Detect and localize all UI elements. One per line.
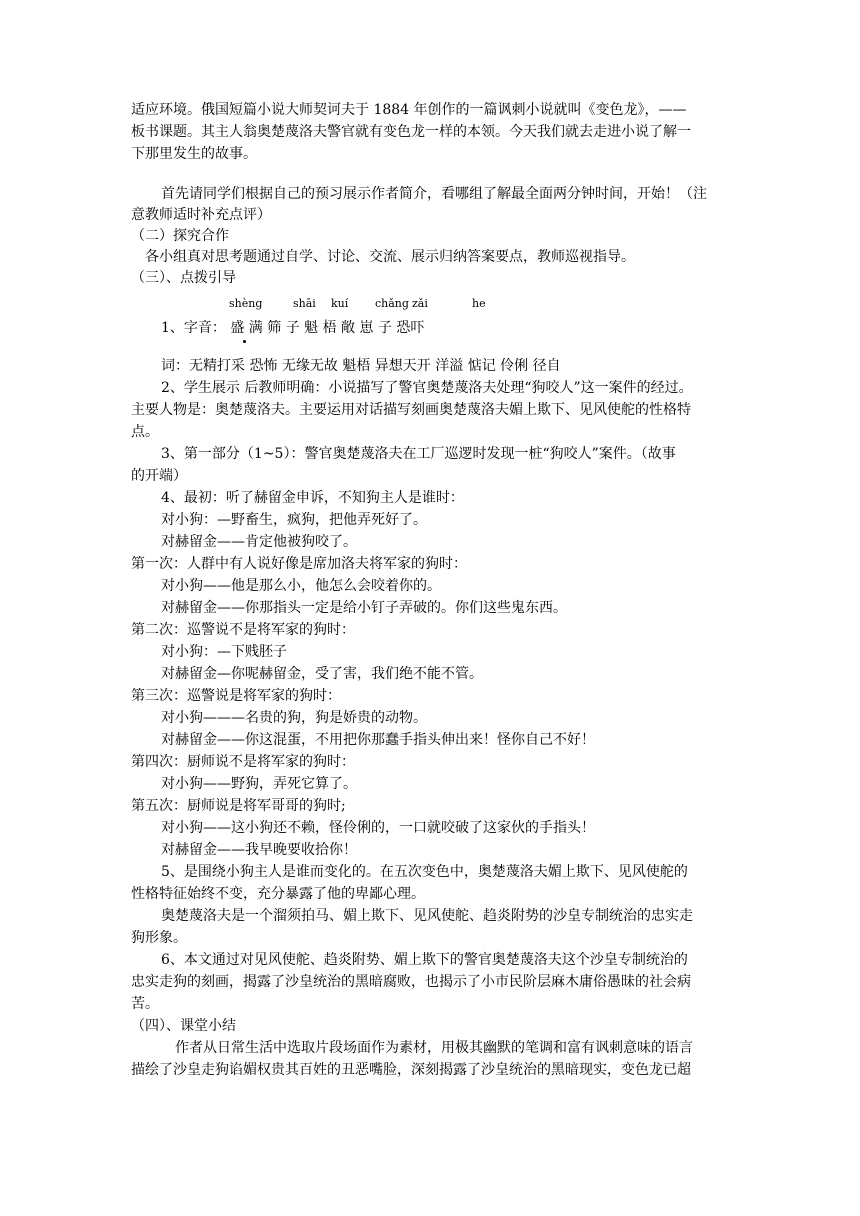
text-line: 对赫留金—你呢赫留金，受了害，我们绝不能不管。 (161, 666, 483, 682)
text-line: 奥楚蔑洛夫是一个溜须拍马、媚上欺下、见风使舵、趋炎附势的沙皇专制统治的忠实走 (161, 908, 693, 924)
pinyin-annotation: he (472, 297, 486, 310)
text-line: 性格特征始终不变，充分暴露了他的卑鄙心理。 (131, 886, 425, 902)
text-line: 的开端） (131, 468, 187, 484)
text-line: 点。 (131, 424, 159, 440)
text-line: 对赫留金——你那指头一定是给小钉子弄破的。你们这些鬼东西。 (161, 600, 567, 616)
text-line: 4、最初：听了赫留金申诉，不知狗主人是谁时： (161, 490, 464, 506)
pinyin-annotation: zǎi (412, 297, 428, 310)
pinyin-annotation: shèng (229, 297, 263, 310)
text-line: 第一次：人群中有人说好像是席加洛夫将军家的狗时： (131, 556, 467, 572)
text-line: 对赫留金——肯定他被狗咬了。 (161, 534, 357, 550)
text-line: 对小狗——他是那么小，他怎么会咬着你的。 (161, 578, 441, 594)
section-heading: （四）、课堂小结 (131, 1018, 236, 1034)
text-line: 词：无精打采 恐怖 无缘无故 魁梧 异想天开 洋溢 惦记 伶俐 径自 (161, 358, 561, 374)
text-line: 对赫留金——你这混蛋，不用把你那蠢手指头伸出来！怪你自己不好！ (161, 732, 595, 748)
text-line: 对赫留金——我早晚要收拾你！ (161, 842, 357, 858)
text-line: 对小狗：—下贱胚子 (161, 644, 287, 660)
pinyin-annotation: chǎng (375, 297, 409, 310)
text-line: 作者从日常生活中选取片段场面作为素材，用极其幽默的笔调和富有讽刺意味的语言 (175, 1040, 693, 1056)
text-line: 苦。 (131, 996, 159, 1012)
text-line: 3、第一部分（1~5）：警官奥楚蔑洛夫在工厂巡逻时发现一桩“狗咬人”案件。（故事 (161, 446, 676, 462)
zi-yin-line: 1、字音： 盛 满 筛 子 魁 梧 敞 崽 子 恐吓 (161, 320, 425, 336)
text-line: 5、是围绕小狗主人是谁而变化的。在五次变色中，奥楚蔑洛夫媚上欺下、见风使舵的 (161, 864, 688, 880)
text-line: 第三次：巡警说是将军家的狗时： (131, 688, 341, 704)
emphasis-dot (243, 340, 246, 343)
section-heading: （二）探究合作 (131, 228, 229, 244)
text-line: 意教师适时补充点评） (131, 207, 271, 223)
text-line: 描绘了沙皇走狗谄媚权贵其百姓的丑恶嘴脸，深刻揭露了沙皇统治的黑暗现实，变色龙已超 (131, 1062, 691, 1078)
text-line: 对小狗——野狗，弄死它算了。 (161, 776, 357, 792)
text-line: 对小狗———名贵的狗，狗是娇贵的动物。 (161, 710, 427, 726)
text-line: 主要人物是：奥楚蔑洛夫。主要运用对话描写刻画奥楚蔑洛夫媚上欺下、见风使舵的性格特 (131, 402, 691, 418)
text-line: 忠实走狗的刻画，揭露了沙皇统治的黑暗腐败，也揭示了小市民阶层麻木庸俗愚昧的社会病 (131, 974, 691, 990)
text-line: 对小狗：—野畜生，疯狗，把他弄死好了。 (161, 512, 427, 528)
text-line: 适应环境。俄国短篇小说大师契诃夫于 1884 年创作的一篇讽刺小说就叫《变色龙》，—— (131, 102, 687, 118)
text-line: 第二次：巡警说不是将军家的狗时： (131, 622, 355, 638)
text-line: 2、学生展示 后教师明确：小说描写了警官奥楚蔑洛夫处理“狗咬人”这一案件的经过。 (161, 380, 693, 396)
pinyin-annotation: shāi (293, 297, 316, 310)
text-line: 第五次：厨师说是将军哥哥的狗时; (131, 798, 346, 814)
text-line: 下那里发生的故事。 (131, 146, 257, 162)
text-line: 对小狗——这小狗还不赖，怪伶俐的，一口就咬破了这家伙的手指头！ (161, 820, 595, 836)
text-line: 板书课题。其主人翁奥楚蔑洛夫警官就有变色龙一样的本领。今天我们就去走进小说了解一 (131, 124, 691, 140)
text-line: 首先请同学们根据自己的预习展示作者简介，看哪组了解最全面两分钟时间，开始！（注 (161, 186, 707, 202)
text-line: 第四次：厨师说不是将军家的狗时： (131, 754, 355, 770)
section-heading: （三）、点拨引导 (131, 270, 236, 286)
text-line: 6、本文通过对见风使舵、趋炎附势、媚上欺下的警官奥楚蔑洛夫这个沙皇专制统治的 (161, 952, 688, 968)
text-line: 各小组真对思考题通过自学、讨论、交流、展示归纳答案要点，教师巡视指导。 (145, 249, 635, 265)
pinyin-annotation: kuí (331, 297, 349, 310)
text-line: 狗形象。 (131, 930, 187, 946)
